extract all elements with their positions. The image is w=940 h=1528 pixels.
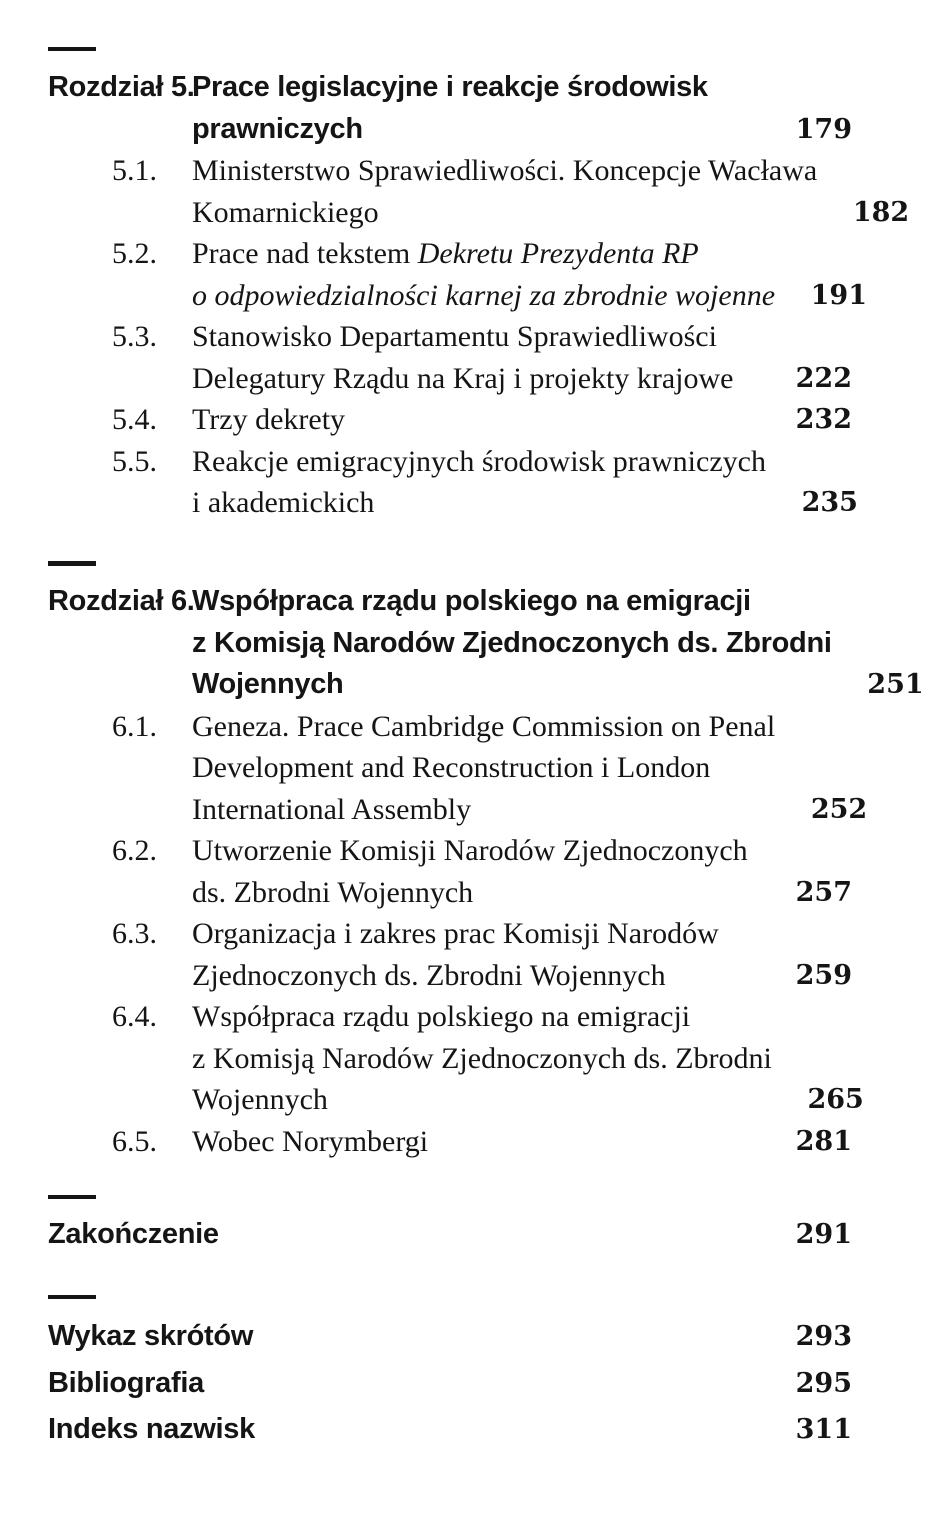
toc-entry-zakonczenie xyxy=(48,1213,852,1256)
divider-rule xyxy=(48,561,96,566)
page-number: 182 xyxy=(852,196,910,228)
section-title-line: Development and Reconstruction i London xyxy=(192,751,711,784)
section-number: 6.5. xyxy=(112,1124,157,1158)
toc-entry-indeks-nazwisk xyxy=(48,1408,852,1451)
section-title-line: Wojennych xyxy=(192,1083,328,1116)
page-number: 252 xyxy=(810,793,868,825)
section-title-line: Reakcje emigracyjnych środowisk prawniczych xyxy=(192,444,766,478)
page-number: 291 xyxy=(795,1219,852,1250)
section-title xyxy=(192,1121,760,1163)
page-number: 251 xyxy=(867,669,924,700)
backmatter-label: Zakończenie xyxy=(48,1218,219,1250)
section-title xyxy=(192,913,760,996)
page-number: 235 xyxy=(801,487,858,518)
chapter-heading xyxy=(48,581,924,706)
section-title xyxy=(192,150,817,233)
section-title xyxy=(192,233,775,316)
section-title-text: Prace nad tekstem xyxy=(192,237,411,270)
section-title xyxy=(192,441,766,524)
section-title xyxy=(192,996,772,1121)
section-title-line: Geneza. Prace Cambridge Commission on Penal xyxy=(192,709,776,743)
section-title-line: Wobec Norymbergi xyxy=(192,1124,429,1158)
section-number: 6.1. xyxy=(112,709,157,743)
divider-rule xyxy=(48,1195,96,1199)
backmatter-label: Bibliografia xyxy=(48,1367,204,1399)
backmatter-label: Wykaz skrótów xyxy=(48,1320,254,1352)
page-number: 232 xyxy=(795,404,852,435)
section-number: 6.2. xyxy=(112,834,157,867)
section-title-line: International Assembly xyxy=(192,792,472,826)
section-title-line: ds. Zbrodni Wojennych xyxy=(192,875,474,909)
section-number: 6.3. xyxy=(112,917,157,950)
section-title-line: Komarnickiego xyxy=(192,195,379,229)
backmatter-label: Indeks nazwisk xyxy=(48,1413,255,1445)
page-number: 259 xyxy=(795,959,852,991)
section-number: 5.1. xyxy=(112,154,157,187)
divider-rule xyxy=(48,1295,96,1299)
section-number: 5.5. xyxy=(112,444,157,478)
divider-rule xyxy=(48,47,96,51)
toc-chapter-5 xyxy=(48,67,910,524)
toc-section-5-2 xyxy=(48,233,868,316)
chapter-title-line: Wojennych xyxy=(192,668,344,700)
page-number: 295 xyxy=(795,1368,852,1399)
section-title-line: Organizacja i zakres prac Komisji Narodów xyxy=(192,917,719,950)
chapter-heading xyxy=(48,67,852,150)
section-title xyxy=(192,706,775,831)
chapter-title-line: z Komisją Narodów Zjednoczonych ds. Zbrodni xyxy=(192,626,832,659)
toc-section-5-4 xyxy=(48,399,852,441)
toc-section-6-5 xyxy=(48,1121,852,1163)
section-title-line: Współpraca rządu polskiego na emigracji xyxy=(192,1000,691,1033)
page-number: 265 xyxy=(807,1084,864,1115)
chapter-label: Rozdział 6. xyxy=(48,585,195,617)
chapter-title-line: Prace legislacyjne i reakcje środowisk xyxy=(192,71,708,103)
page-number: 311 xyxy=(795,1414,852,1445)
section-title-line: Ministerstwo Sprawiedliwości. Koncepcje Wacława xyxy=(192,154,818,187)
page-number: 281 xyxy=(795,1125,852,1157)
toc-entry-bibliografia xyxy=(48,1362,852,1405)
page-number: 191 xyxy=(810,279,868,311)
section-title xyxy=(192,316,760,399)
section-number: 5.4. xyxy=(112,403,157,436)
toc-section-5-3 xyxy=(48,316,852,399)
section-title-line: Trzy dekrety xyxy=(192,403,346,436)
section-title-line: Utworzenie Komisji Narodów Zjednoczonych xyxy=(192,834,748,867)
toc-section-5-1 xyxy=(48,150,910,233)
toc-entry-wykaz-skrotow xyxy=(48,1315,852,1358)
page-number: 257 xyxy=(795,876,852,908)
section-title-line: Zjednoczonych ds. Zbrodni Wojennych xyxy=(192,958,666,992)
section-title-line: z Komisją Narodów Zjednoczonych ds. Zbrodni xyxy=(192,1041,772,1075)
page-number: 222 xyxy=(795,362,852,394)
section-title-line xyxy=(192,233,775,275)
toc-section-6-2 xyxy=(48,830,852,913)
toc-section-6-4 xyxy=(48,996,864,1121)
toc-chapter-6 xyxy=(48,581,924,1162)
section-number: 5.3. xyxy=(112,320,157,353)
section-title-line xyxy=(192,275,775,317)
page-number: 293 xyxy=(795,1321,852,1352)
toc-section-6-3 xyxy=(48,913,852,996)
section-title-line: i akademickich xyxy=(192,486,375,519)
section-title-italic: o odpowiedzialności karnej za zbrodnie wojenne xyxy=(192,278,776,312)
toc-section-5-5 xyxy=(48,441,858,524)
section-title-line: Delegatury Rządu na Kraj i projekty krajowe xyxy=(192,361,734,395)
section-title-italic: Dekretu Prezydenta RP xyxy=(417,237,699,270)
page-number: 179 xyxy=(795,113,852,145)
toc-section-6-1 xyxy=(48,706,868,831)
section-number: 6.4. xyxy=(112,1000,157,1033)
section-title xyxy=(192,830,760,913)
section-title xyxy=(192,399,760,441)
chapter-title xyxy=(192,581,832,706)
chapter-title-line: prawniczych xyxy=(192,112,363,145)
chapter-label: Rozdział 5. xyxy=(48,71,195,103)
chapter-title-line: Współpraca rządu polskiego na emigracji xyxy=(192,585,751,617)
section-number: 5.2. xyxy=(112,237,157,270)
chapter-title xyxy=(192,67,760,150)
section-title-line: Stanowisko Departamentu Sprawiedliwości xyxy=(192,320,717,353)
